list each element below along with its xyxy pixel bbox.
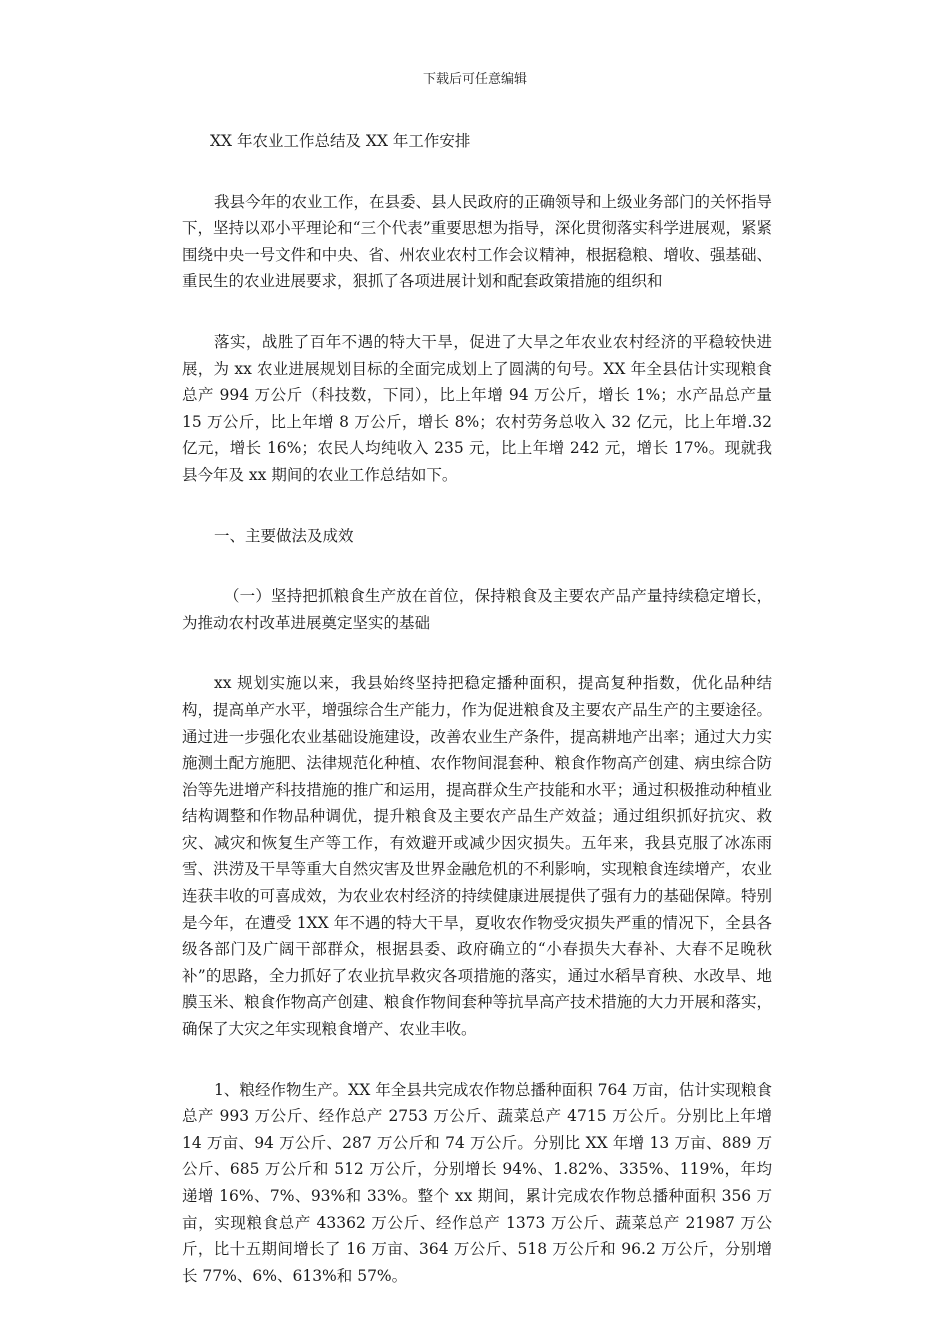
document-title: XX 年农业工作总结及 XX 年工作安排 [210,132,471,150]
paragraph-summary: 落实，战胜了百年不遇的特大干旱，促进了大旱之年农业农村经济的平稳较快进展，为 xx 农业进展规划目标的全面完成划上了圆满的句号。XX 年全县估计实现粮食总产 994 万公斤（科技数，下同），比上年增 94 万公斤，增长 1%；水产品总产量 15 万公斤，比上年增 8 万公斤，增长 8%；农村劳务总收入 32 亿元，比上年增.32 亿元，增长 16%；农民人均纯收入 235 元，比上年增 242 元，增长 17%。现就我县今年及 xx 期间的农业工作总结如下。 [182,332,772,484]
paragraph-measures: xx 规划实施以来，我县始终坚持把稳定播种面积，提高复种指数，优化品种结构，提高单产水平，增强综合生产能力，作为促进粮食及主要农产品生产的主要途径。通过进一步强化农业基础设施建设，改善农业生产条件，提高耕地产出率；通过大力实施测土配方施肥、法律规范化种植、农作物间混套种、粮食作物高产创建、病虫综合防治等先进增产科技措施的推广和运用，提高群众生产技能和水平；通过积极推动种植业结构调整和作物品种调优，提升粮食及主要农产品生产效益；通过组织抓好抗灾、救灾、减灾和恢复生产等工作，有效避开或减少因灾损失。五年来，我县克服了冰冻雨雪、洪涝及干旱等重大自然灾害及世界金融危机的不利影响，实现粮食连续增产，农业连获丰收的可喜成效，为农业农村经济的持续健康进展提供了强有力的基础保障。特别是今年，在遭受 1XX 年不遇的特大干旱，夏收农作物受灾损失严重的情况下，全县各级各部门及广阔干部群众，根据县委、政府确立的“小春损失大春补、大春不足晚秋补”的思路，全力抓好了农业抗旱救灾各项措施的落实，通过水稻旱育秧、水改旱、地膜玉米、粮食作物高产创建、粮食作物间套种等抗旱高产技术措施的大力开展和落实，确保了大灾之年实现粮食增产、农业丰收。 [182,674,772,1039]
paragraph-intro: 我县今年的农业工作，在县委、县人民政府的正确领导和上级业务部门的关怀指导下，坚持以邓小平理论和“三个代表”重要思想为指导，深化贯彻落实科学进展观，紧紧围绕中央一号文件和中央、省、州农业农村工作会议精神，根据稳粮、增收、强基础、重民生的农业进展要求，狠抓了各项进展计划和配套政策措施的组织和 [182,192,773,291]
paragraph-crop-production: 1、粮经作物生产。XX 年全县共完成农作物总播种面积 764 万亩，估计实现粮食总产 993 万公斤、经作总产 2753 万公斤、蔬菜总产 4715 万公斤。分别比上年增 14 万亩、94 万公斤、287 万公斤和 74 万公斤。分别比 XX 年增 13 万亩、889 万公斤、685 万公斤和 512 万公斤，分别增长 94%、1.82%、335%、119%，年均递增 16%、7%、93%和 33%。整个 xx 期间，累计完成农作物总播种面积 356 万亩，实现粮食总产 43362 万公斤、经作总产 1373 万公斤、蔬菜总产 21987 万公斤，比十五期间增长了 16 万亩、364 万公斤、518 万公斤和 96.2 万公斤，分别增长 77%、6%、613%和 57%。 [182,1080,772,1285]
download-note: 下载后可任意编辑 [422,72,527,87]
subsection-heading: （一）坚持把抓粮食生产放在首位，保持粮食及主要农产品产量持续稳定增长，为推动农村改革进展奠定坚实的基础 [182,587,772,632]
document-body [182,128,772,1323]
section-heading: 一、主要做法及成效 [214,526,354,545]
